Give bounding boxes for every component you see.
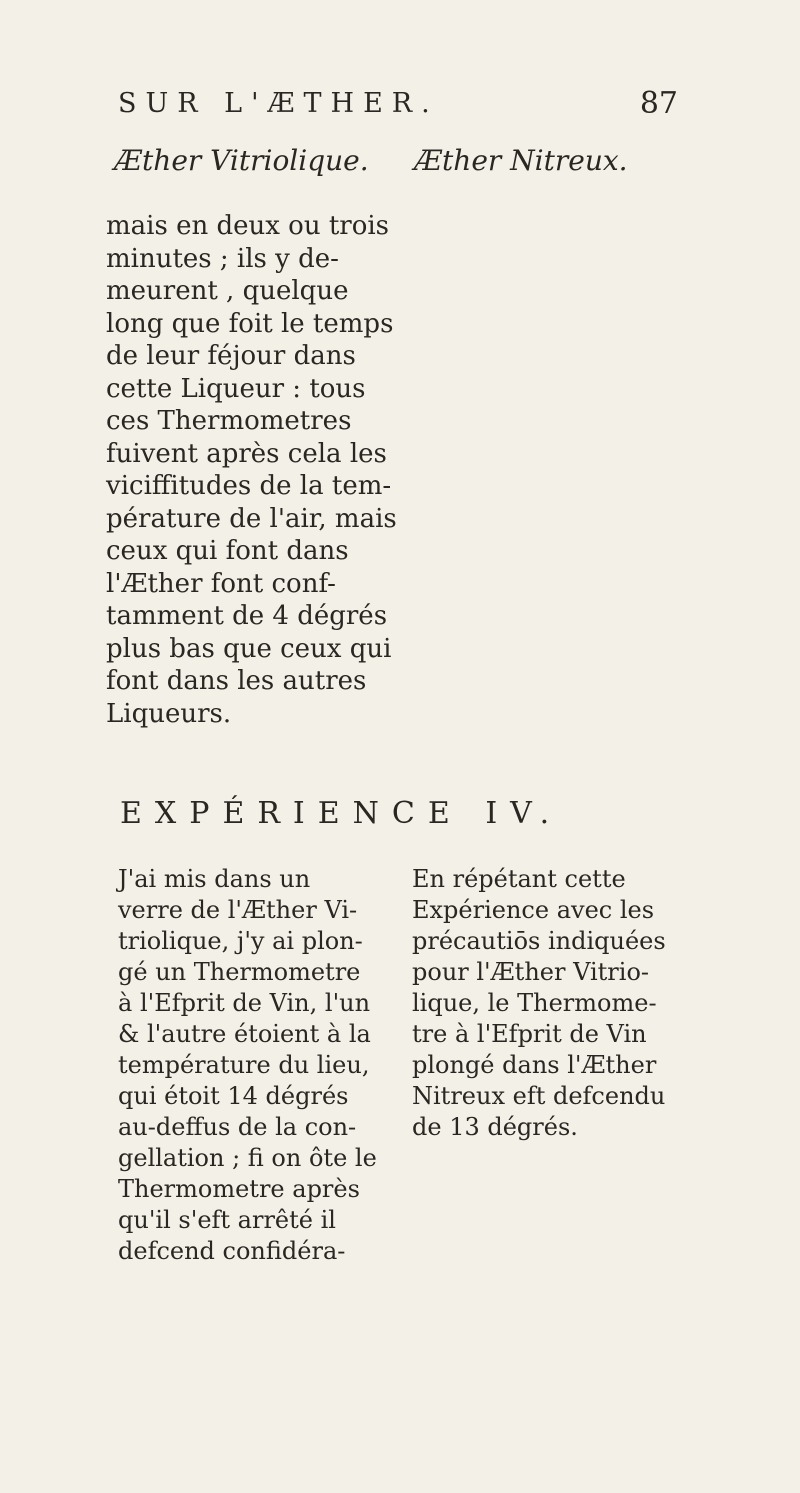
text-line: plongé dans l'Æther bbox=[412, 1051, 657, 1079]
text-line: Expérience avec les bbox=[412, 896, 655, 924]
text-line: lique, le Thermome- bbox=[412, 989, 657, 1017]
column-head-left: Æther Vitriolique. bbox=[114, 144, 369, 177]
text-line: de leur féjour dans bbox=[106, 341, 356, 371]
text-line: Thermometre après bbox=[118, 1175, 360, 1203]
text-line: verre de l'Æther Vi- bbox=[118, 896, 358, 924]
text-line: ceux qui font dans bbox=[106, 536, 349, 566]
right-column-text bbox=[412, 864, 666, 1143]
text-line: En répétant cette bbox=[412, 865, 626, 893]
text-line: Liqueurs. bbox=[106, 698, 232, 729]
text-line: pour l'Æther Vitrio- bbox=[412, 958, 650, 986]
text-line: précautiōs indiquées bbox=[412, 927, 666, 955]
running-head bbox=[118, 86, 678, 130]
left-column-text bbox=[118, 864, 377, 1267]
text-line: meurent , quelque bbox=[106, 276, 349, 306]
text-line: température du lieu, bbox=[118, 1051, 370, 1079]
text-line: & l'autre étoient à la bbox=[118, 1020, 371, 1048]
section-heading: EXPÉRIENCE IV. bbox=[120, 796, 563, 831]
text-line: qui étoit 14 dégrés bbox=[118, 1082, 349, 1110]
text-line: gé un Thermometre bbox=[118, 958, 361, 986]
running-head-title: SUR L'ÆTHER. bbox=[118, 88, 439, 119]
column-head-right: Æther Nitreux. bbox=[414, 144, 628, 177]
page-number: 87 bbox=[639, 86, 678, 121]
text-line: triolique, j'y ai plon- bbox=[118, 927, 363, 955]
text-line: l'Æther font conf- bbox=[106, 568, 336, 599]
text-line: cette Liqueur : tous bbox=[106, 373, 366, 404]
text-line: tamment de 4 dégrés bbox=[106, 601, 388, 631]
text-line: long que foit le temps bbox=[106, 308, 394, 339]
text-line: Nitreux eft defcendu bbox=[412, 1082, 666, 1110]
text-line: à l'Efprit de Vin, l'un bbox=[118, 989, 371, 1017]
text-line: defcend confidéra- bbox=[118, 1237, 346, 1265]
top-paragraph bbox=[106, 210, 397, 730]
text-line: tre à l'Efprit de Vin bbox=[412, 1020, 647, 1048]
text-line: plus bas que ceux qui bbox=[106, 633, 392, 664]
text-line: de 13 dégrés. bbox=[412, 1113, 578, 1141]
text-line: minutes ; ils y de- bbox=[106, 243, 339, 274]
text-line: au-deffus de la con- bbox=[118, 1113, 357, 1141]
text-line: ces Thermometres bbox=[106, 406, 352, 436]
text-line: fuivent après cela les bbox=[106, 438, 387, 469]
text-line: gellation ; fi on ôte le bbox=[118, 1144, 377, 1172]
text-line: J'ai mis dans un bbox=[118, 865, 311, 893]
text-line: pérature de l'air, mais bbox=[106, 503, 397, 534]
text-line: viciffitudes de la tem- bbox=[106, 471, 392, 501]
text-line: font dans les autres bbox=[106, 666, 367, 696]
text-line: mais en deux ou trois bbox=[106, 211, 390, 241]
text-line: qu'il s'eft arrêté il bbox=[118, 1206, 336, 1234]
